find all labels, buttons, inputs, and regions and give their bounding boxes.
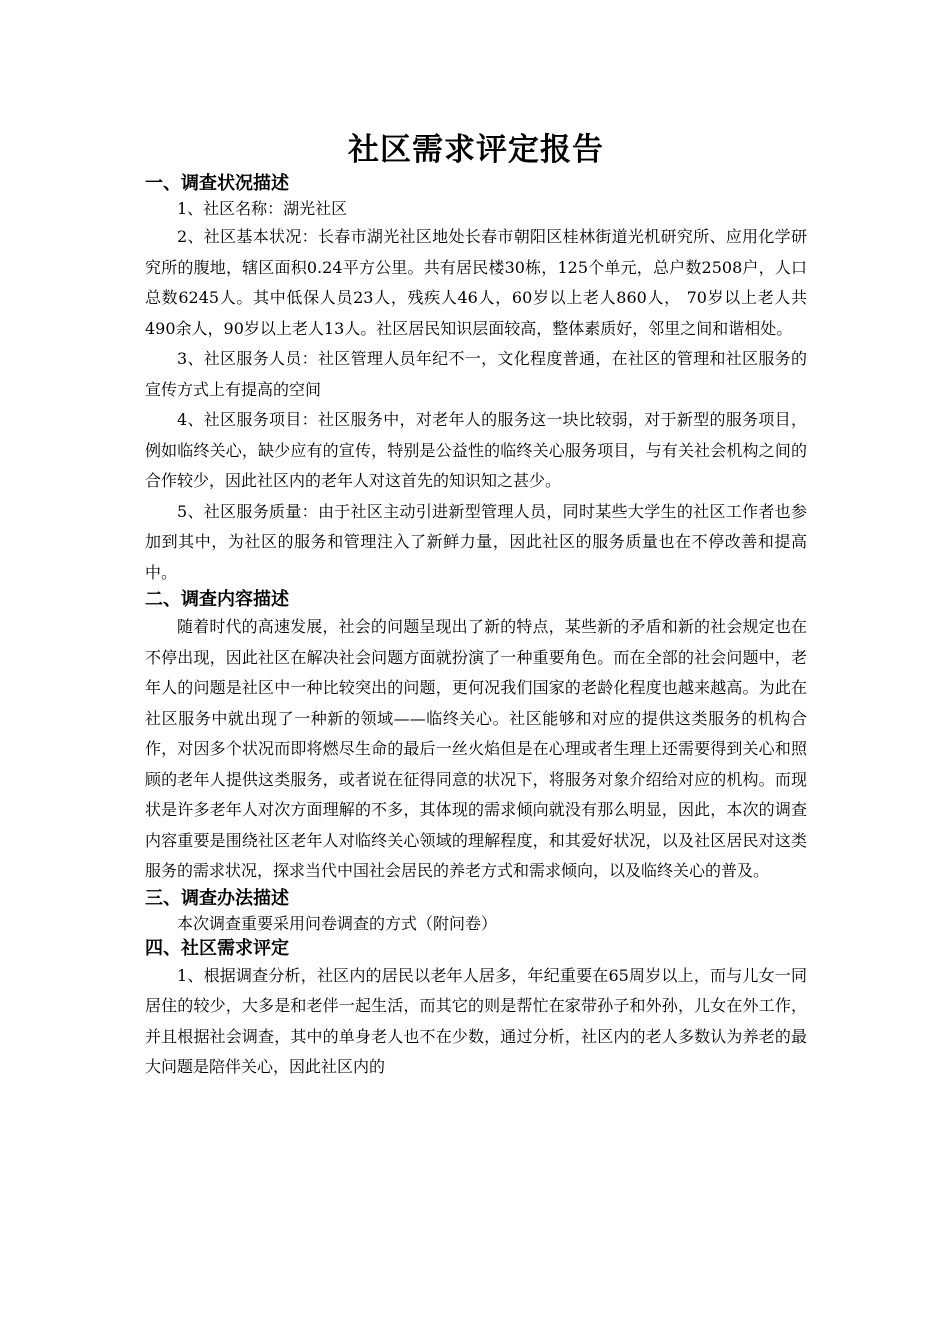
paragraph: 1、社区名称：湖光社区	[177, 199, 348, 218]
section-survey-status	[145, 172, 807, 588]
section-heading: 四、社区需求评定	[145, 937, 289, 959]
document-page	[145, 128, 807, 1083]
paragraph: 4、社区服务项目：社区服务中，对老年人的服务这一块比较弱，对于新型的服务项目，例如临终关心，缺少应有的宣传，特别是公益性的临终关心服务项目，与有关社会机构之间的合作较少，因此社区内的老年人对这首先的知识知之甚少。	[145, 410, 807, 490]
section-survey-method	[145, 887, 807, 937]
section-survey-content	[145, 588, 807, 887]
document-title: 社区需求评定报告	[348, 132, 604, 168]
section-heading: 一、调查状况描述	[145, 173, 289, 194]
paragraph: 5、社区服务质量：由于社区主动引进新型管理人员，同时某些大学生的社区工作者也参加到其中，为社区的服务和管理注入了新鲜力量，因此社区的服务质量也在不停改善和提高中。	[145, 501, 807, 582]
paragraph: 1、根据调查分析，社区内的居民以老年人居多，年纪重要在65周岁以上，而与儿女一同居住的较少，大多是和老伴一起生活，而其它的则是帮忙在家带孙子和外孙，儿女在外工作，并且根据社会调查，其中的单身老人也不在少数，通过分析，社区内的老人多数认为养老的最大问题是陪伴关心，因此社区内的	[145, 965, 807, 1076]
section-heading: 二、调查内容描述	[145, 589, 289, 610]
paragraph: 本次调查重要采用问卷调查的方式（附问卷）	[177, 913, 498, 933]
paragraph: 2、社区基本状况：长春市湖光社区地处长春市朝阳区桂林街道光机研究所、应用化学研究所的腹地，辖区面积0.24平方公里。共有居民楼30栋，125个单元，总户数2508户，人口总数6245人。其中低保人员23人，残疾人46人，60岁以上老人860人， 70岁以上老人共490余人，90岁以上老人13人。社区居民知识层面较高，整体素质好，邻里之间和谐相处。	[145, 227, 807, 338]
paragraph: 随着时代的高速发展，社会的问题呈现出了新的特点，某些新的矛盾和新的社会规定也在不停出现，因此社区在解决社会问题方面就扮演了一种重要角色。而在全部的社会问题中，老年人的问题是社区中一种比较突出的问题，更何况我们国家的老龄化程度也越来越高。为此在社区服务中就出现了一种新的领域——临终关心。社区能够和对应的提供这类服务的机构合作，对因多个状况而即将燃尽生命的最后一丝火焰但是在心理或者生理上还需要得到关心和照顾的老年人提供这类服务，或者说在征得同意的状况下，将服务对象介绍给对应的机构。而现状是许多老年人对次方面理解的不多，其体现的需求倾向就没有那么明显，因此，本次的调查内容重要是围绕社区老年人对临终关心领域的理解程度，和其爱好状况，以及社区居民对这类服务的需求状况，探求当代中国社会居民的养老方式和需求倾向，以及临终关心的普及。	[145, 617, 807, 880]
section-needs-assessment	[145, 937, 807, 1083]
section-heading: 三、调查办法描述	[145, 887, 289, 909]
paragraph: 3、社区服务人员：社区管理人员年纪不一，文化程度普通，在社区的管理和社区服务的宣传方式上有提高的空间	[145, 349, 807, 399]
